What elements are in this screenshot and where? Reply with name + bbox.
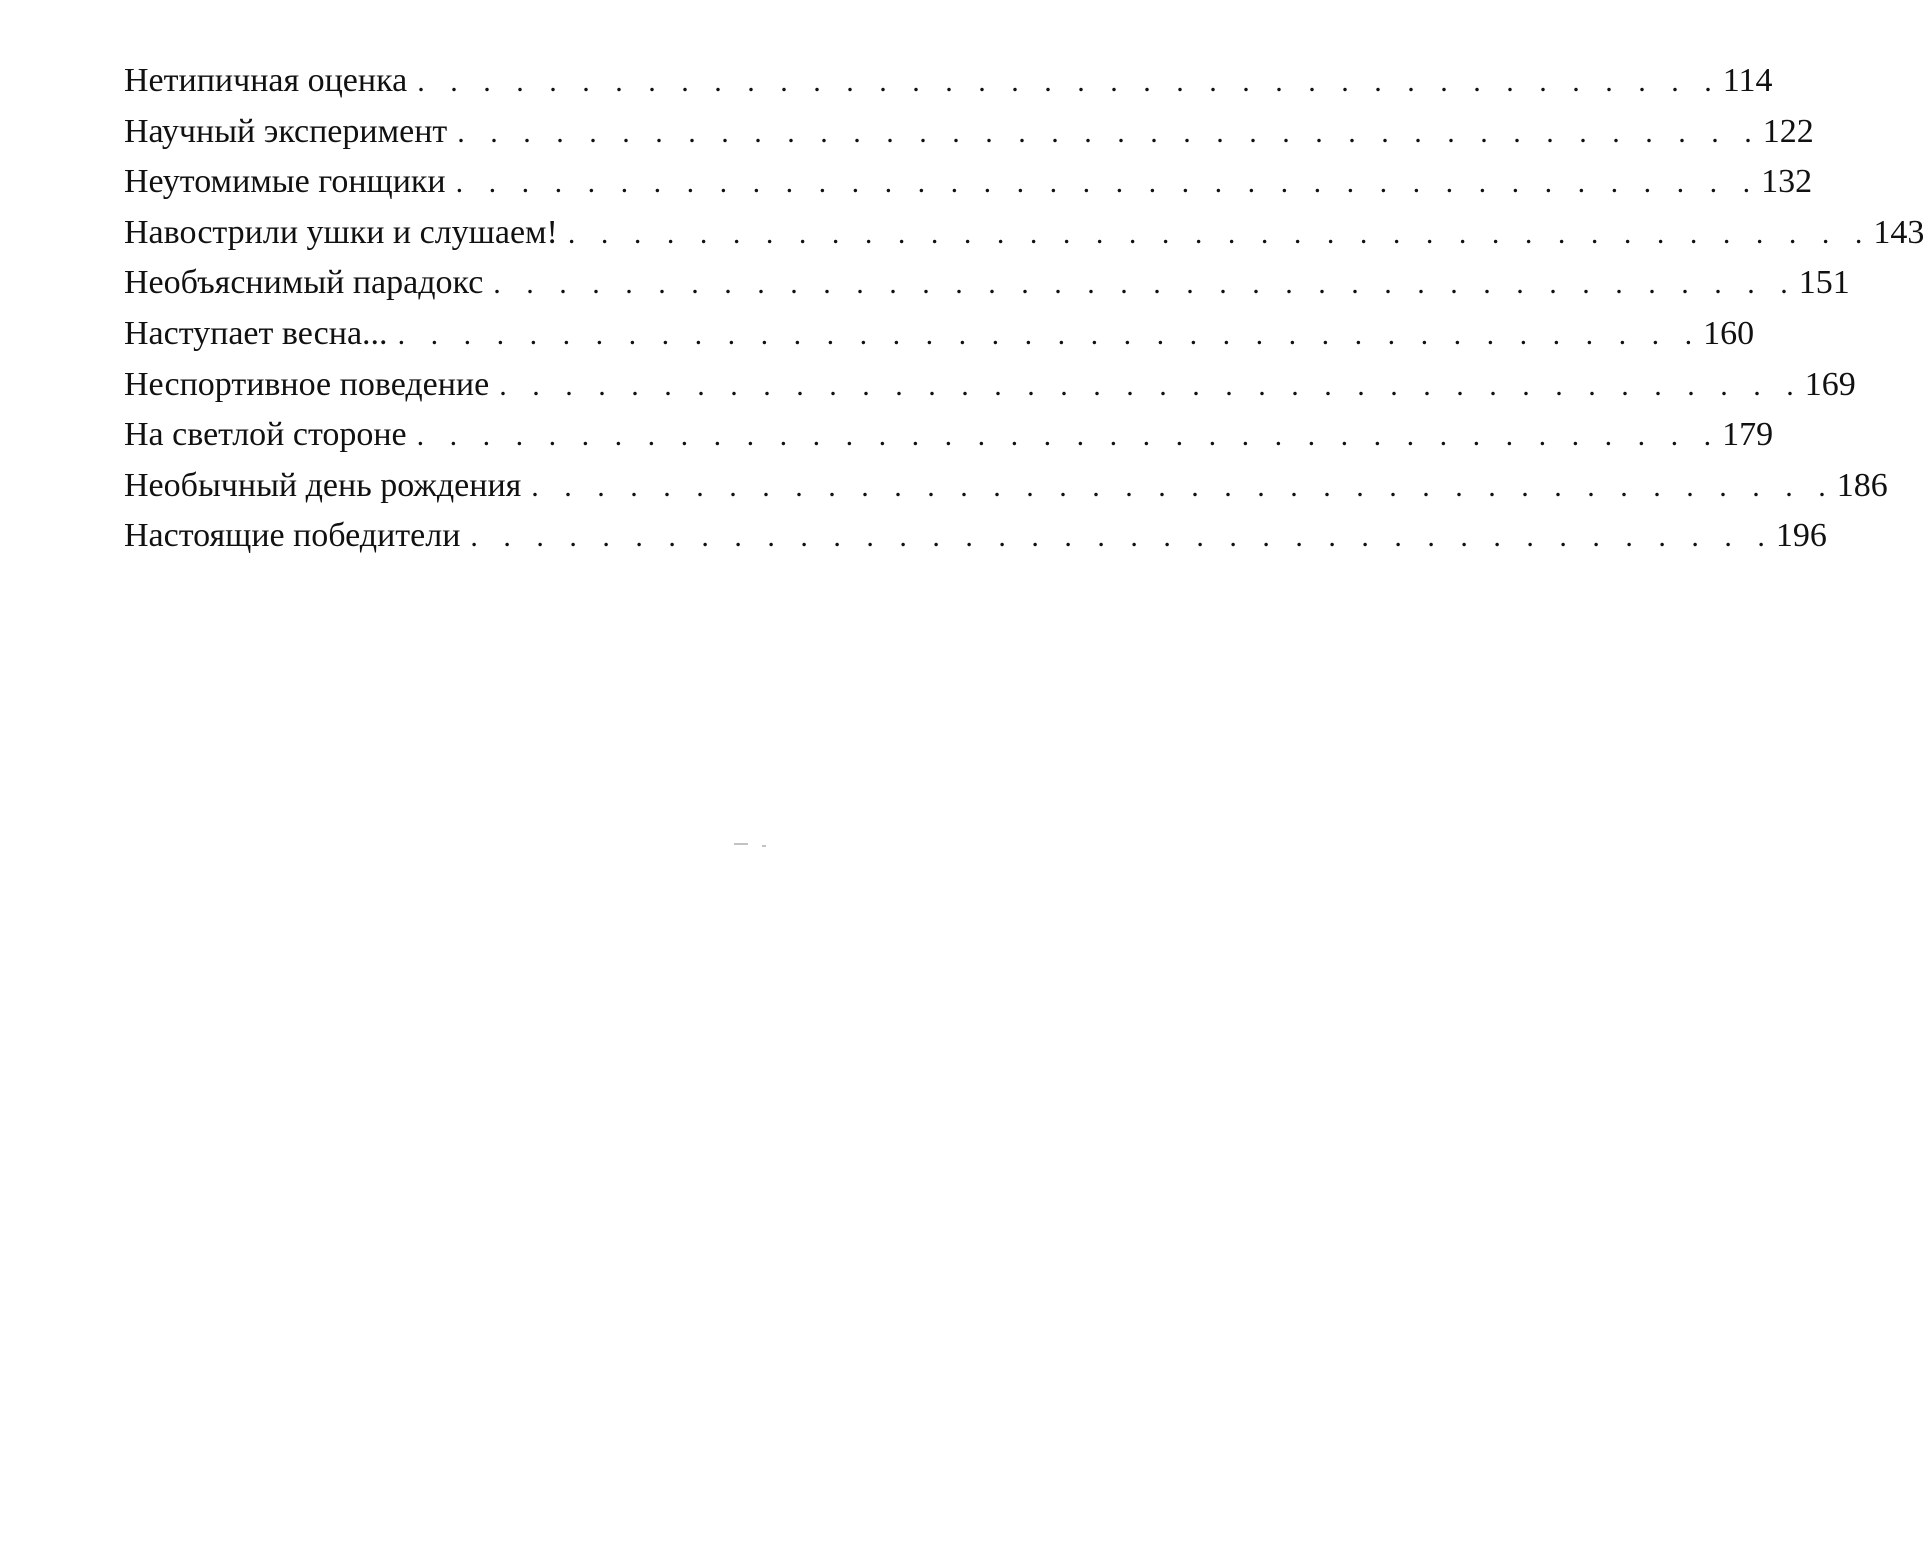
scan-speck xyxy=(762,845,766,847)
toc-entry xyxy=(124,461,1888,512)
toc-entry-page: 179 xyxy=(1722,416,1774,454)
toc-entry xyxy=(124,360,1856,411)
toc-dot-leader: . . . . . . . . . . . . . . . . . . . . . . . . . . . . . . . . . . . . . . . . xyxy=(470,520,1774,554)
toc-entry-title: Неутомимые гонщики xyxy=(124,163,446,201)
toc-entry-title: На светлой стороне xyxy=(124,416,407,454)
toc-dot-leader: . . . . . . . . . . . . . . . . . . . . . . . . . . . . . . . . . . . . . . . . xyxy=(567,216,1872,250)
toc-dot-leader: . . . . . . . . . . . . . . . . . . . . . . . . . . . . . . . . . . . . . . . . xyxy=(397,317,1702,351)
toc-entry-page: 132 xyxy=(1761,163,1813,201)
toc-entry-title: Навострили ушки и слушаем! xyxy=(124,213,558,251)
toc-entry-title: Необычный день рождения xyxy=(124,466,522,504)
toc-entry xyxy=(124,208,1924,259)
toc-entry-title: Неспортивное поведение xyxy=(124,365,490,403)
toc-entry xyxy=(124,410,1774,461)
toc-entry-page: 169 xyxy=(1804,365,1856,403)
toc-entry-page: 151 xyxy=(1798,264,1850,302)
toc-entry-title: Нетипичная оценка xyxy=(124,62,408,99)
toc-entry xyxy=(124,511,1827,562)
toc-entry xyxy=(124,258,1850,309)
toc-dot-leader: . . . . . . . . . . . . . . . . . . . . . . . . . . . . . . . . . . . . . . . . xyxy=(493,267,1797,301)
toc-entry-page: 114 xyxy=(1722,62,1773,99)
toc-entry xyxy=(124,309,1755,360)
toc-entry xyxy=(124,107,1814,158)
toc-dot-leader: . . . . . . . . . . . . . . . . . . . . . . . . . . . . . . . . . . . . . . . . xyxy=(499,368,1803,402)
toc-entry-title: Необъяснимый парадокс xyxy=(124,264,484,302)
toc-dot-leader: . . . . . . . . . . . . . . . . . . . . . . . . . . . . . . . . . . . . . . . . xyxy=(531,469,1835,503)
toc-entry-page: 122 xyxy=(1762,112,1814,150)
toc-dot-leader: . . . . . . . . . . . . . . . . . . . . . . . . . . . . . . . . . . . . . . . . xyxy=(417,65,1721,98)
toc-entry-page: 143 xyxy=(1873,213,1924,251)
toc-entry xyxy=(124,157,1813,208)
toc-entry-title: Наступает весна... xyxy=(124,314,388,352)
toc-dot-leader: . . . . . . . . . . . . . . . . . . . . . . . . . . . . . . . . . . . . . . . . xyxy=(457,115,1761,149)
toc-entry xyxy=(124,56,1773,107)
toc-entry-page: 160 xyxy=(1703,314,1755,352)
toc-dot-leader: . . . . . . . . . . . . . . . . . . . . . . . . . . . . . . . . . . . . . . . . xyxy=(416,419,1721,453)
table-of-contents xyxy=(124,56,1924,562)
toc-dot-leader: . . . . . . . . . . . . . . . . . . . . . . . . . . . . . . . . . . . . . . . . xyxy=(455,166,1760,200)
toc-entry-title: Научный эксперимент xyxy=(124,112,448,150)
toc-entry-title: Настоящие победители xyxy=(124,517,461,555)
toc-entry-page: 186 xyxy=(1836,466,1888,504)
toc-entry-page: 196 xyxy=(1775,517,1827,555)
scan-speck xyxy=(734,843,748,845)
